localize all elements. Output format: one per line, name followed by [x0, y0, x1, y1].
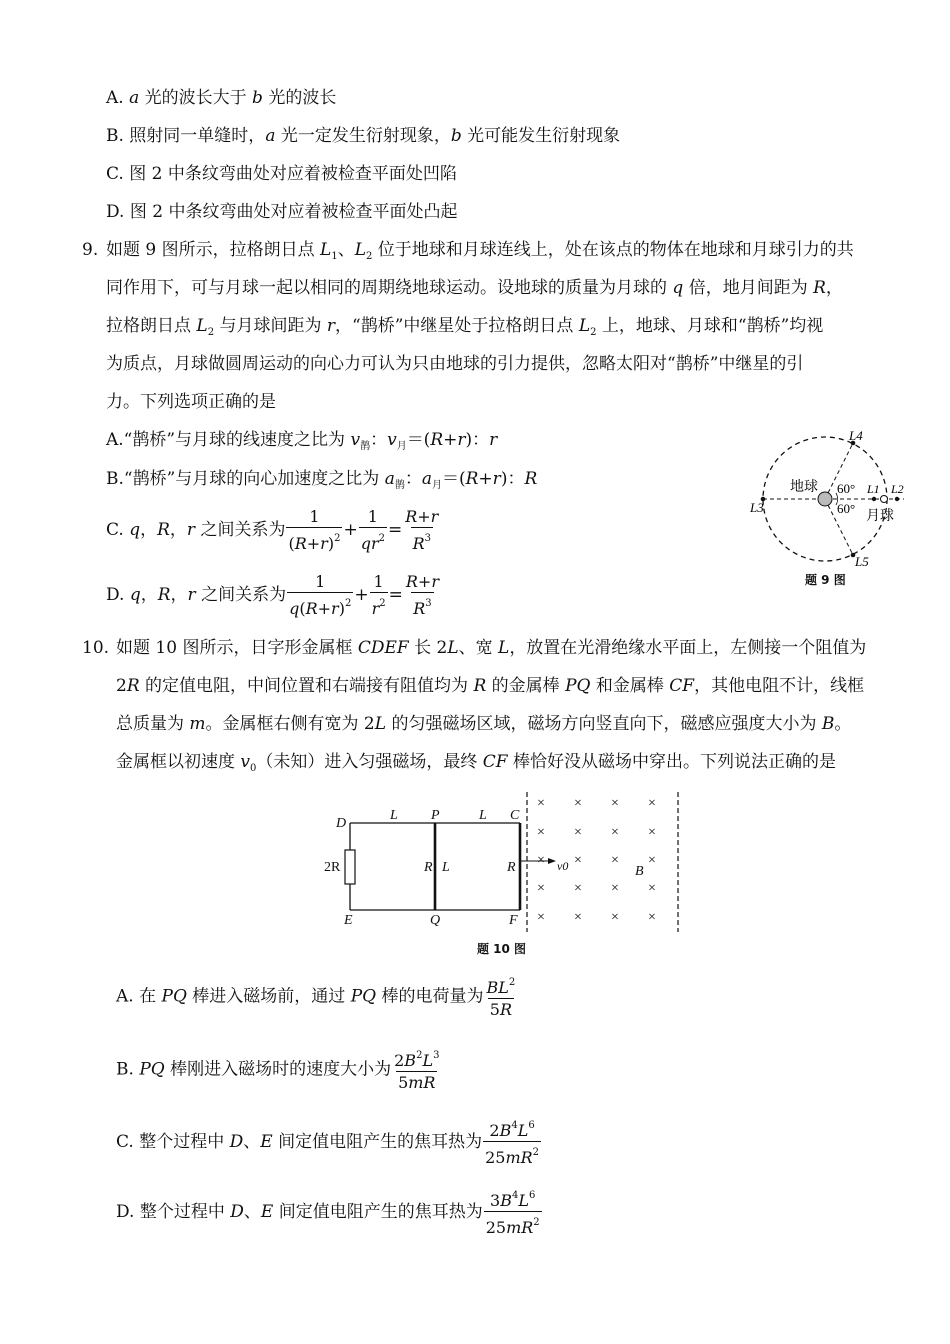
label-length-left: L: [390, 808, 398, 823]
q9-option-d: D. q，R，r 之间关系为 $\frac{1}{q(R+r)^2}$ + $\frac{1}{r^2}$ = $\frac{R+r}{R^3}$: [106, 571, 439, 618]
label-b: B: [635, 864, 644, 879]
label-p: P: [431, 808, 440, 823]
field-cross: ×: [537, 825, 545, 840]
field-cross: ×: [648, 910, 656, 925]
field-cross: ×: [611, 825, 619, 840]
figure-10-caption: 题 10 图: [477, 942, 527, 956]
q10-option-c: C. 整个过程中 D、E 间定值电阻产生的焦耳热为 $\frac{2B^4L^6}{25mR^2}$: [116, 1120, 540, 1167]
earth-dot: [818, 492, 832, 506]
field-cross: ×: [574, 853, 582, 868]
l4-label: L4: [849, 428, 863, 443]
q9-option-b: B.“鹊桥”与月球的向心加速度之比为 $a_鹊$：$a_月=(R+r)$：R: [106, 469, 538, 491]
resistor-2r: [345, 850, 355, 884]
field-cross: ×: [574, 796, 582, 811]
q8-option-d: D. 图 2 中条纹弯曲处对应着被检查平面处凸起: [106, 202, 458, 222]
label-c: C: [510, 808, 520, 823]
magnetic-field-crosses: [537, 796, 656, 925]
label-length-right: L: [479, 808, 487, 823]
l1-dot: [872, 497, 876, 501]
field-cross: ×: [611, 881, 619, 896]
q9-stem-line-4: 为质点，月球做圆周运动的向心力可认为只由地球的引力提供，忽略太阳对“鹊桥”中继星的引: [106, 354, 804, 374]
field-cross: ×: [537, 796, 545, 811]
field-cross: ×: [611, 853, 619, 868]
field-cross: ×: [648, 825, 656, 840]
label-e: E: [344, 913, 353, 928]
moon-dot: [881, 496, 888, 503]
l5-label: L5: [855, 554, 869, 569]
label-width: L: [442, 860, 450, 875]
q9-stem-line-3: 拉格朗日点 $L_2$ 与月球间距为 r，“鹊桥”中继星处于拉格朗日点 $L_2$ 上，地球、月球和“鹊桥”均视: [106, 316, 824, 338]
l1-label: L1: [867, 482, 880, 496]
label-f: F: [509, 913, 518, 928]
field-cross: ×: [537, 853, 545, 868]
q9-stem-line-1: 如题 9 图所示，拉格朗日点 $L_1$、$L_2$ 位于地球和月球连线上，处在该点的物体在地球和月球引力的共: [106, 240, 854, 262]
label-pq-resistance: R: [424, 860, 433, 875]
q10-option-d: D. 整个过程中 D、E 间定值电阻产生的焦耳热为 $\frac{3B^4L^6}{25mR^2}$: [116, 1190, 540, 1237]
field-cross: ×: [648, 881, 656, 896]
field-cross: ×: [537, 881, 545, 896]
earth-label: 地球: [790, 480, 818, 495]
q10-stem-line-3: 总质量为 m。金属框右侧有宽为 2L 的匀强磁场区域，磁场方向竖直向下，磁感应强度大小为 B。: [116, 714, 852, 734]
q8-option-b: B. 照射同一单缝时，a 光一定发生衍射现象，b 光可能发生衍射现象: [106, 126, 621, 146]
label-cf-resistance: R: [507, 860, 516, 875]
q9-option-c: C. q，R，r 之间关系为 $\frac{1}{(R+r)^2}$ + $\frac{1}{qr^2}$ = $\frac{R+r}{R^3}$: [106, 506, 439, 553]
field-cross: ×: [537, 910, 545, 925]
q8-option-c: C. 图 2 中条纹弯曲处对应着被检查平面处凹陷: [106, 164, 457, 184]
velocity-arrowhead: [548, 858, 556, 864]
q9-stem-line-2: 同作用下，可与月球一起以相同的周期绕地球运动。设地球的质量为月球的 q 倍，地月间距为 R，: [106, 278, 843, 298]
q8-option-a: A. a 光的波长大于 b 光的波长: [106, 88, 337, 108]
q9-stem-line-5: 力。下列选项正确的是: [106, 392, 276, 412]
l2-dot: [895, 497, 899, 501]
q9-option-a: A.“鹊桥”与月球的线速度之比为 $v_鹊$：$v_月=(R+r)$：r: [106, 430, 498, 452]
field-cross: ×: [648, 853, 656, 868]
q9-number: 9.: [82, 240, 99, 260]
field-cross: ×: [648, 796, 656, 811]
angle-bottom-label: 60°: [837, 501, 856, 516]
field-cross: ×: [574, 825, 582, 840]
q10-stem-line-2: 2R 的定值电阻，中间位置和右端接有阻值均为 R 的金属棒 PQ 和金属棒 CF，其他电阻不计，线框: [116, 676, 865, 696]
angle-top-label: 60°: [837, 481, 856, 496]
figure-9: [744, 425, 920, 575]
q10-number: 10.: [82, 638, 110, 658]
field-cross: ×: [574, 881, 582, 896]
q10-stem-line-4: 金属框以初速度 $v_0$（未知）进入匀强磁场，最终 CF 棒恰好没从磁场中穿出。下列说法正确的是: [116, 752, 837, 774]
q10-stem-line-1: 如题 10 图所示，日字形金属框 CDEF 长 2L、宽 L，放置在光滑绝缘水平面上，左侧接一个阻值为: [116, 638, 867, 658]
label-d: D: [336, 816, 347, 831]
label-2r: 2R: [324, 860, 341, 875]
figure-9-caption: 题 9 图: [805, 573, 846, 587]
field-cross: ×: [611, 796, 619, 811]
l2-label: L2: [891, 482, 904, 496]
field-cross: ×: [574, 910, 582, 925]
label-q: Q: [430, 913, 441, 928]
figure-10: [320, 788, 690, 936]
label-v0: v0: [557, 859, 569, 873]
field-cross: ×: [611, 910, 619, 925]
moon-label: 月球: [866, 509, 894, 524]
q10-option-b: B. PQ 棒刚进入磁场时的速度大小为 $\frac{2B^2L^3}{5mR}$: [116, 1050, 440, 1092]
l3-label: L3: [750, 500, 764, 515]
q10-option-a: A. 在 PQ 棒进入磁场前，通过 PQ 棒的电荷量为 $\frac{BL^2}{5R}$: [116, 977, 516, 1019]
